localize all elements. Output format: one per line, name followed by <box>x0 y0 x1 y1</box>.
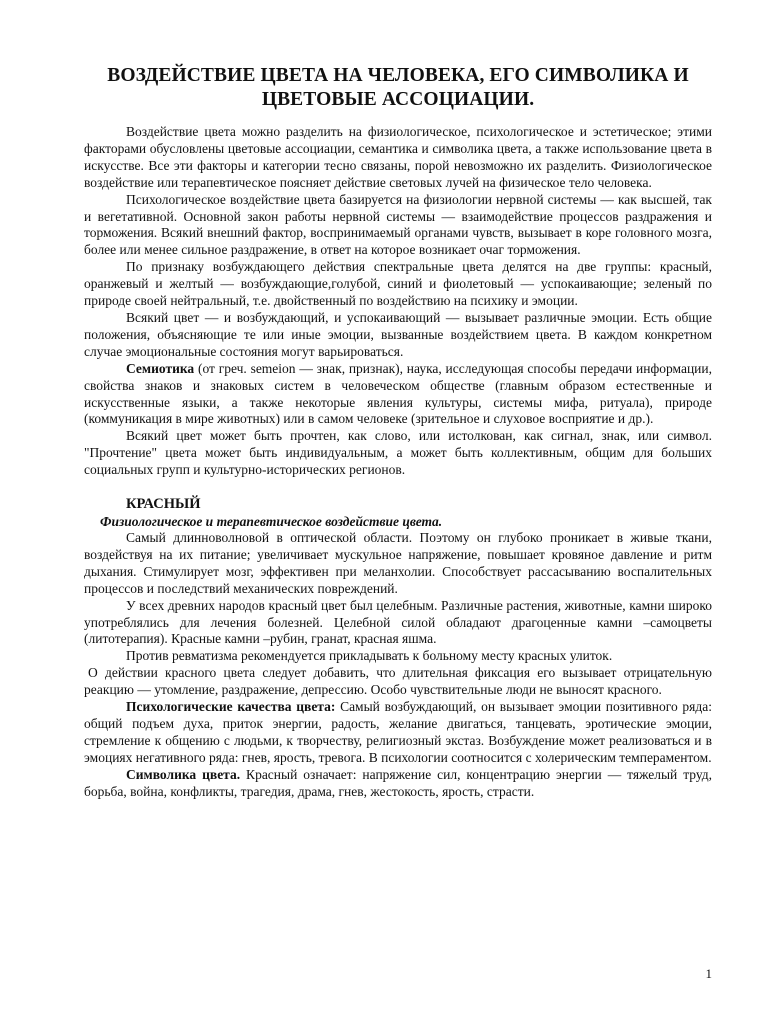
intro-paragraph-3: По признаку возбуждающего действия спектральные цвета делятся на две группы: красный, оранжевый и желтый — возбуждающие,голубой, синий и фиолетовый — успокаивающие; зеленый по природе своей нейтральный, т.е. двойственный по воздействию на психику и эмоции. <box>84 259 712 309</box>
intro-paragraph-5 <box>84 361 712 429</box>
psychological-qualities-text: Самый возбуждающий, он вызывает эмоции позитивного ряда: общий подъем духа, приток энергии, радость, желание двигаться, танцевать, эротические эмоции, стремление к общению с людьми, к творчеству, религиозный экстаз. Возбуждение может реализоваться и в эмоциях негативного ряда: гнев, ярость, тревога. В психологии соотносится с холерическим темпераментом. <box>84 699 712 765</box>
psychological-qualities-term: Психологические качества цвета: <box>126 699 336 715</box>
page-number: 1 <box>705 966 712 981</box>
red-paragraph-4: О действии красного цвета следует добавить, что длительная фиксация его вызывает отрицательную реакцию — утомление, раздражение, депрессию. Особо чувствительные люди не выносят красного. <box>84 665 712 698</box>
page-title: ВОЗДЕЙСТВИЕ ЦВЕТА НА ЧЕЛОВЕКА, ЕГО СИМВОЛИКА И ЦВЕТОВЫЕ АССОЦИАЦИИ. <box>107 65 689 110</box>
red-paragraph-3: Против ревматизма рекомендуется прикладывать к больному месту красных улиток. <box>126 648 613 664</box>
page-content <box>84 64 712 801</box>
red-paragraph-6 <box>84 767 712 801</box>
intro-paragraph-2: Психологическое воздействие цвета базируется на физиологии нервной системы — как высшей, так и вегетативной. Основной закон работы нервной системы — взаимодействие процессов раздражения и торможения. Всякий внешний фактор, воспринимаемый органами чувств, вызывает в коре головного мозга, более или менее сильное раздражение, в ответ на которое возникает очаг торможения. <box>84 191 712 258</box>
intro-paragraph-4: Всякий цвет — и возбуждающий, и успокаивающий — вызывает различные эмоции. Есть общие положения, объясняющие те или иные эмоции, вызванные воздействием цвета. В каждом конкретном случае эмоциональные состояния могут варьироваться. <box>84 309 712 359</box>
red-paragraph-1: Самый длинноволновой в оптической области. Поэтому он глубоко проникает в живые ткани, воздействуя на их питание; увеличивает мускульное напряжение, повышает кровяное давление и ритм дыхания. Стимулирует мозг, эффективен при меланхолии. Способствует рассасыванию воспалительных процессов и последствий механических повреждений. <box>84 530 712 596</box>
semiotics-term: Семиотика <box>126 360 195 376</box>
red-paragraph-5 <box>84 699 712 767</box>
red-paragraph-2: У всех древних народов красный цвет был целебным. Различные растения, животные, камни широко употреблялись для лечения болезней. Целебной силой обладают драгоценные камни –самоцветы (литотерапия). Красные камни –рубин, гранат, красная яшма. <box>84 597 712 647</box>
section-gap <box>84 479 712 495</box>
intro-paragraph-1: Воздействие цвета можно разделить на физиологическое, психологическое и эстетическое; этими факторами обусловлены цветовые ассоциации, семантика и символика цвета, а также использование цвета в искусстве. Все эти факторы и категории тесно связаны, порой невозможно их разделить. Физиологическое воздействие или терапевтическое поясняет действие световых лучей на физическое тело человека. <box>84 124 712 190</box>
color-symbolism-term: Символика цвета. <box>126 766 241 782</box>
color-symbolism-text: Красный означает: напряжение сил, концентрацию энергии — тяжелый труд, борьба, война, конфликты, трагедия, драма, гнев, жестокость, ярость, страсти. <box>84 766 712 799</box>
semiotics-definition: (от греч. semeion — знак, признак), наука, исследующая способы передачи информации, свойства знаков и знаковых систем в человеческом обществе (главным образом естественные и искусственные языки, а также некоторые явления культуры, системы мифа, ритуала), природе (коммуникация в мире животных) или в самом человеке (зрительное и слуховое восприятие и др.). <box>84 360 712 427</box>
section-heading-red: КРАСНЫЙ <box>126 496 201 513</box>
section-subheading-physiological: Физиологическое и терапевтическое воздействие цвета. <box>100 514 443 530</box>
intro-paragraph-6: Всякий цвет может быть прочтен, как слово, или истолкован, как сигнал, знак, или символ. "Прочтение" цвета может быть индивидуальным, а может быть коллективным, общим для больших социальных групп и культурно-исторических регионов. <box>84 428 712 478</box>
